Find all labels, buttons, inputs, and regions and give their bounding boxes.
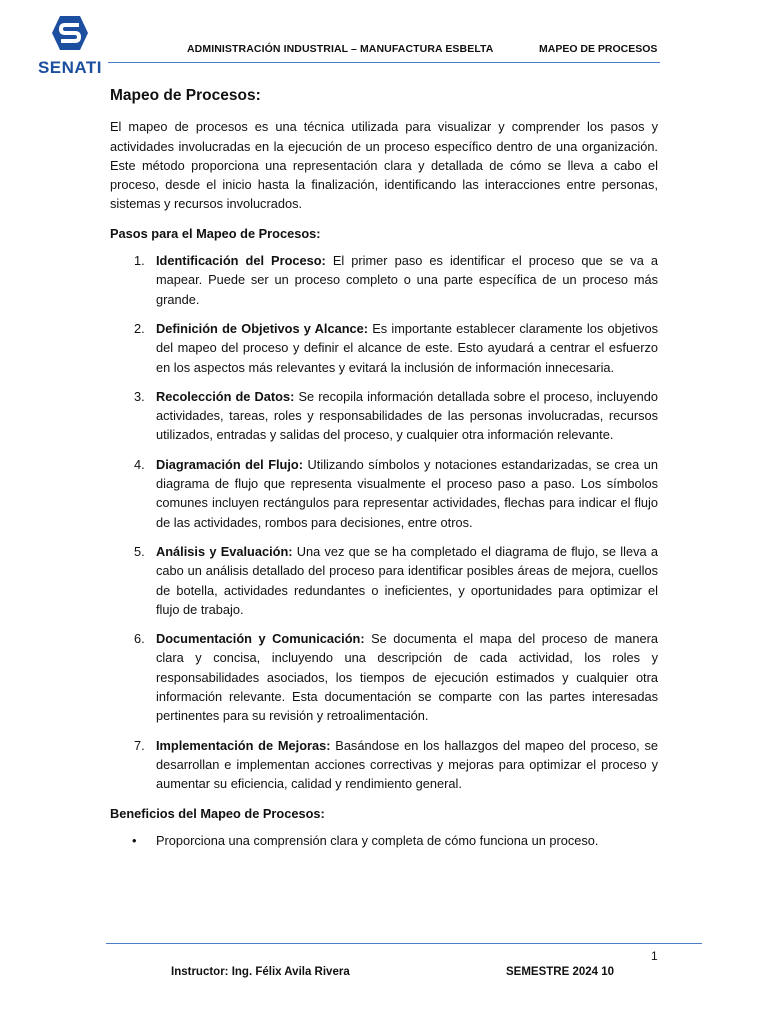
step-term: Implementación de Mejoras: <box>156 737 331 753</box>
step-item <box>110 736 658 794</box>
step-item <box>110 629 658 725</box>
page-number: 1 <box>651 949 658 963</box>
header-rule <box>108 62 660 63</box>
step-text: Se documenta el mapa del proceso de manera clara y concisa, incluyendo una descripción de cada actividad, los roles y responsabilidades asociados, los tiempos de ejecución estimados y cualquier otra información relevante. Esta documentación se comparte con las partes interesadas pertinentes para su revisión y retroalimentación. <box>156 631 658 724</box>
footer-rule <box>106 943 702 944</box>
benefit-item <box>110 831 658 850</box>
senati-emblem-icon <box>50 14 90 52</box>
senati-logo <box>36 14 104 78</box>
step-number: 5. <box>134 543 145 559</box>
step-number: 3. <box>134 388 145 404</box>
step-number: 7. <box>134 737 145 753</box>
step-term: Análisis y Evaluación: <box>156 543 293 559</box>
step-item <box>110 387 658 445</box>
step-term: Documentación y Comunicación: <box>156 631 365 647</box>
step-number: 2. <box>134 320 145 336</box>
footer-instructor: Instructor: Ing. Félix Avila Rivera <box>171 966 350 978</box>
logo-text: SENATI <box>37 58 103 77</box>
steps-heading: Pasos para el Mapeo de Procesos: <box>110 225 321 241</box>
header-section-title: MAPEO DE PROCESOS <box>539 43 658 55</box>
step-number: 6. <box>134 631 145 647</box>
step-text: Se recopila información detallada sobre el proceso, incluyendo actividades, tareas, roles y responsabilidades de las personas involucradas, recursos utilizados, entradas y salidas del proceso, y cualquier otra información relevante. <box>156 388 658 443</box>
intro-paragraph: El mapeo de procesos es una técnica utilizada para visualizar y comprender los pasos y actividades involucradas en la ejecución de un proceso específico dentro de una organización. Este método proporciona una representación clara y detallada de cómo se lleva a cabo el proceso, desde el inicio hasta la finalización, identificando las interacciones entre personas, sistemas y recursos involucrados. <box>110 119 658 212</box>
step-text: Basándose en los hallazgos del mapeo del proceso, se desarrollan e implementan acciones correctivas y mejoras para optimizar el proceso y aumentar su eficiencia, calidad y rendimiento general. <box>156 737 658 792</box>
step-term: Identificación del Proceso: <box>156 253 326 269</box>
step-term: Definición de Objetivos y Alcance: <box>156 320 369 336</box>
header-course-title: ADMINISTRACIÓN INDUSTRIAL – MANUFACTURA ESBELTA <box>187 43 494 55</box>
page-title: Mapeo de Procesos: <box>110 87 261 104</box>
benefits-heading: Beneficios del Mapeo de Procesos: <box>110 805 325 821</box>
bullet-icon: • <box>132 832 137 848</box>
step-text: Es importante establecer claramente los objetivos del mapeo del proceso y definir el alcance de este. Esto ayudará a centrar el esfuerzo en los aspectos más relevantes y evitará la inclusión de información innecesaria. <box>156 320 659 375</box>
step-number: 1. <box>134 253 145 269</box>
step-item <box>110 319 658 377</box>
step-text: Una vez que se ha completado el diagrama de flujo, se lleva a cabo un análisis detallado del proceso para identificar posibles áreas de mejora, cuellos de botella, actividades redundantes o ineficientes, y oportunidades para optimizar el flujo de trabajo. <box>156 543 658 617</box>
step-term: Recolección de Datos: <box>156 388 295 404</box>
step-item <box>110 542 658 619</box>
step-text: El primer paso es identificar el proceso que se va a mapear. Puede ser un proceso completo o una parte específica de un proceso más grande. <box>156 253 658 307</box>
benefits-list <box>110 831 658 850</box>
step-item <box>110 251 658 309</box>
benefit-text: Proporciona una comprensión clara y completa de cómo funciona un proceso. <box>156 832 599 848</box>
footer-semester: SEMESTRE 2024 10 <box>506 966 615 978</box>
document-body <box>110 86 658 850</box>
steps-list <box>110 251 658 793</box>
step-term: Diagramación del Flujo: <box>156 456 304 472</box>
step-item <box>110 455 658 532</box>
step-number: 4. <box>134 456 145 472</box>
step-text: Utilizando símbolos y notaciones estandarizadas, se crea un diagrama de flujo que representa visualmente el proceso paso a paso. Los símbolos comunes incluyen rectángulos para representar actividades, flechas para indicar el flujo de las actividades, rombos para decisiones, entre otros. <box>156 456 658 530</box>
